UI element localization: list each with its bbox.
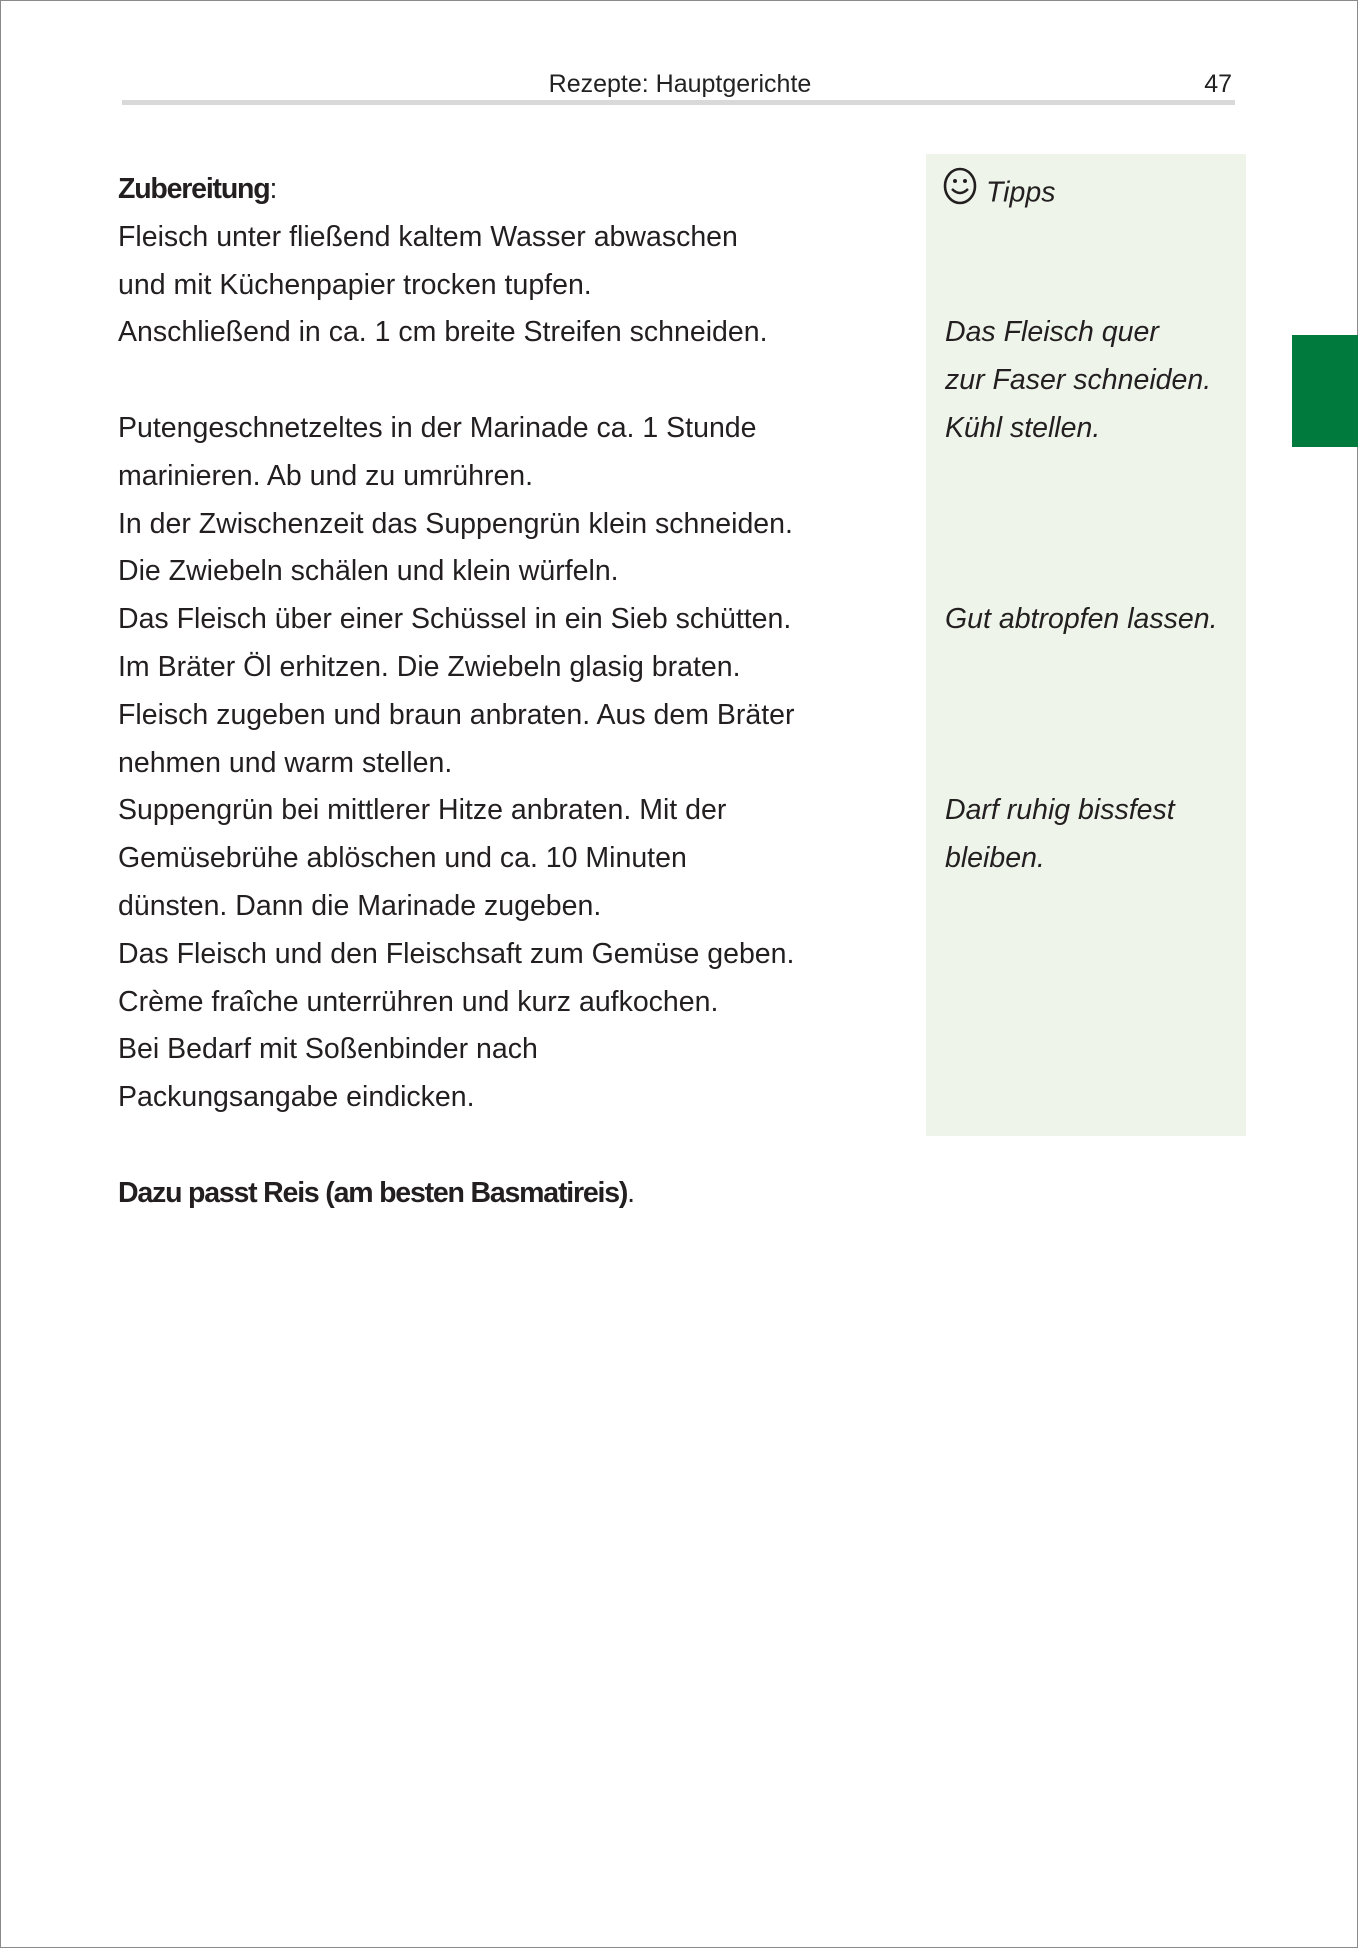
spacer [945,501,1245,549]
text-line: Bei Bedarf mit Soßenbinder nach [118,1033,538,1066]
spacer [118,1122,918,1170]
text-line: Packungsangabe eindicken. [118,1081,475,1114]
tip-line: zur Faser schneiden. [945,364,1212,397]
spacer [945,644,1245,692]
preparation-section [118,166,918,1218]
text-line: Fleisch unter fließend kaltem Wasser abwaschen [118,220,738,253]
text-line: marinieren. Ab und zu umrühren. [118,459,534,492]
tips-heading [945,166,1245,214]
text-line: Putengeschnetzeltes in der Marinade ca. 1 Stunde [118,411,757,444]
header-rule [122,100,1235,105]
spacer [945,262,1245,310]
tip-line: Gut abtropfen lassen. [945,603,1218,636]
text-line: dünsten. Dann die Marinade zugeben. [118,889,602,922]
section-heading [118,166,918,214]
text-line: Fleisch zugeben und braun anbraten. Aus dem Bräter [118,698,795,731]
text-line: Suppengrün bei mittlerer Hitze anbraten. Mit der [118,794,727,827]
text-line: nehmen und warm stellen. [118,746,453,779]
spacer [945,214,1245,262]
spacer [945,453,1245,501]
tip-line: Darf ruhig bissfest [945,794,1175,827]
text-line: Anschließend in ca. 1 cm breite Streifen schneiden. [118,316,768,349]
chapter-tab [1292,335,1358,447]
tip-line: bleiben. [945,842,1045,875]
spacer [945,548,1245,596]
text-line: Crème fraîche unterrühren und kurz aufkochen. [118,985,719,1018]
smiley-icon [942,166,978,222]
tip-line: Das Fleisch quer [945,316,1159,349]
spacer [118,357,918,405]
serving-suggestion [118,1170,918,1218]
text-line: Das Fleisch und den Fleischsaft zum Gemüse geben. [118,937,795,970]
running-header-title: Rezepte: Hauptgerichte [548,70,812,98]
text-line: Gemüsebrühe ablöschen und ca. 10 Minuten [118,842,687,875]
text-line: Die Zwiebeln schälen und klein würfeln. [118,555,619,588]
text-line: Im Bräter Öl erhitzen. Die Zwiebeln glasig braten. [118,650,741,683]
serving-text: Dazu passt Reis (am besten Basmatireis) [118,1176,628,1209]
text-line: Das Fleisch über einer Schüssel in ein Sieb schütten. [118,603,792,636]
tip-line: Kühl stellen. [945,411,1101,444]
page-number: 47 [1204,70,1232,98]
text-line: und mit Küchenpapier trocken tupfen. [118,268,592,301]
text-line: In der Zwischenzeit das Suppengrün klein schneiden. [118,507,793,540]
tips-column [945,166,1245,883]
spacer [945,740,1245,788]
heading-text: Zubereitung [118,173,270,205]
spacer [945,692,1245,740]
tips-title: Tipps [986,176,1056,209]
heading-colon: : [269,173,278,205]
serving-period: . [627,1176,636,1209]
